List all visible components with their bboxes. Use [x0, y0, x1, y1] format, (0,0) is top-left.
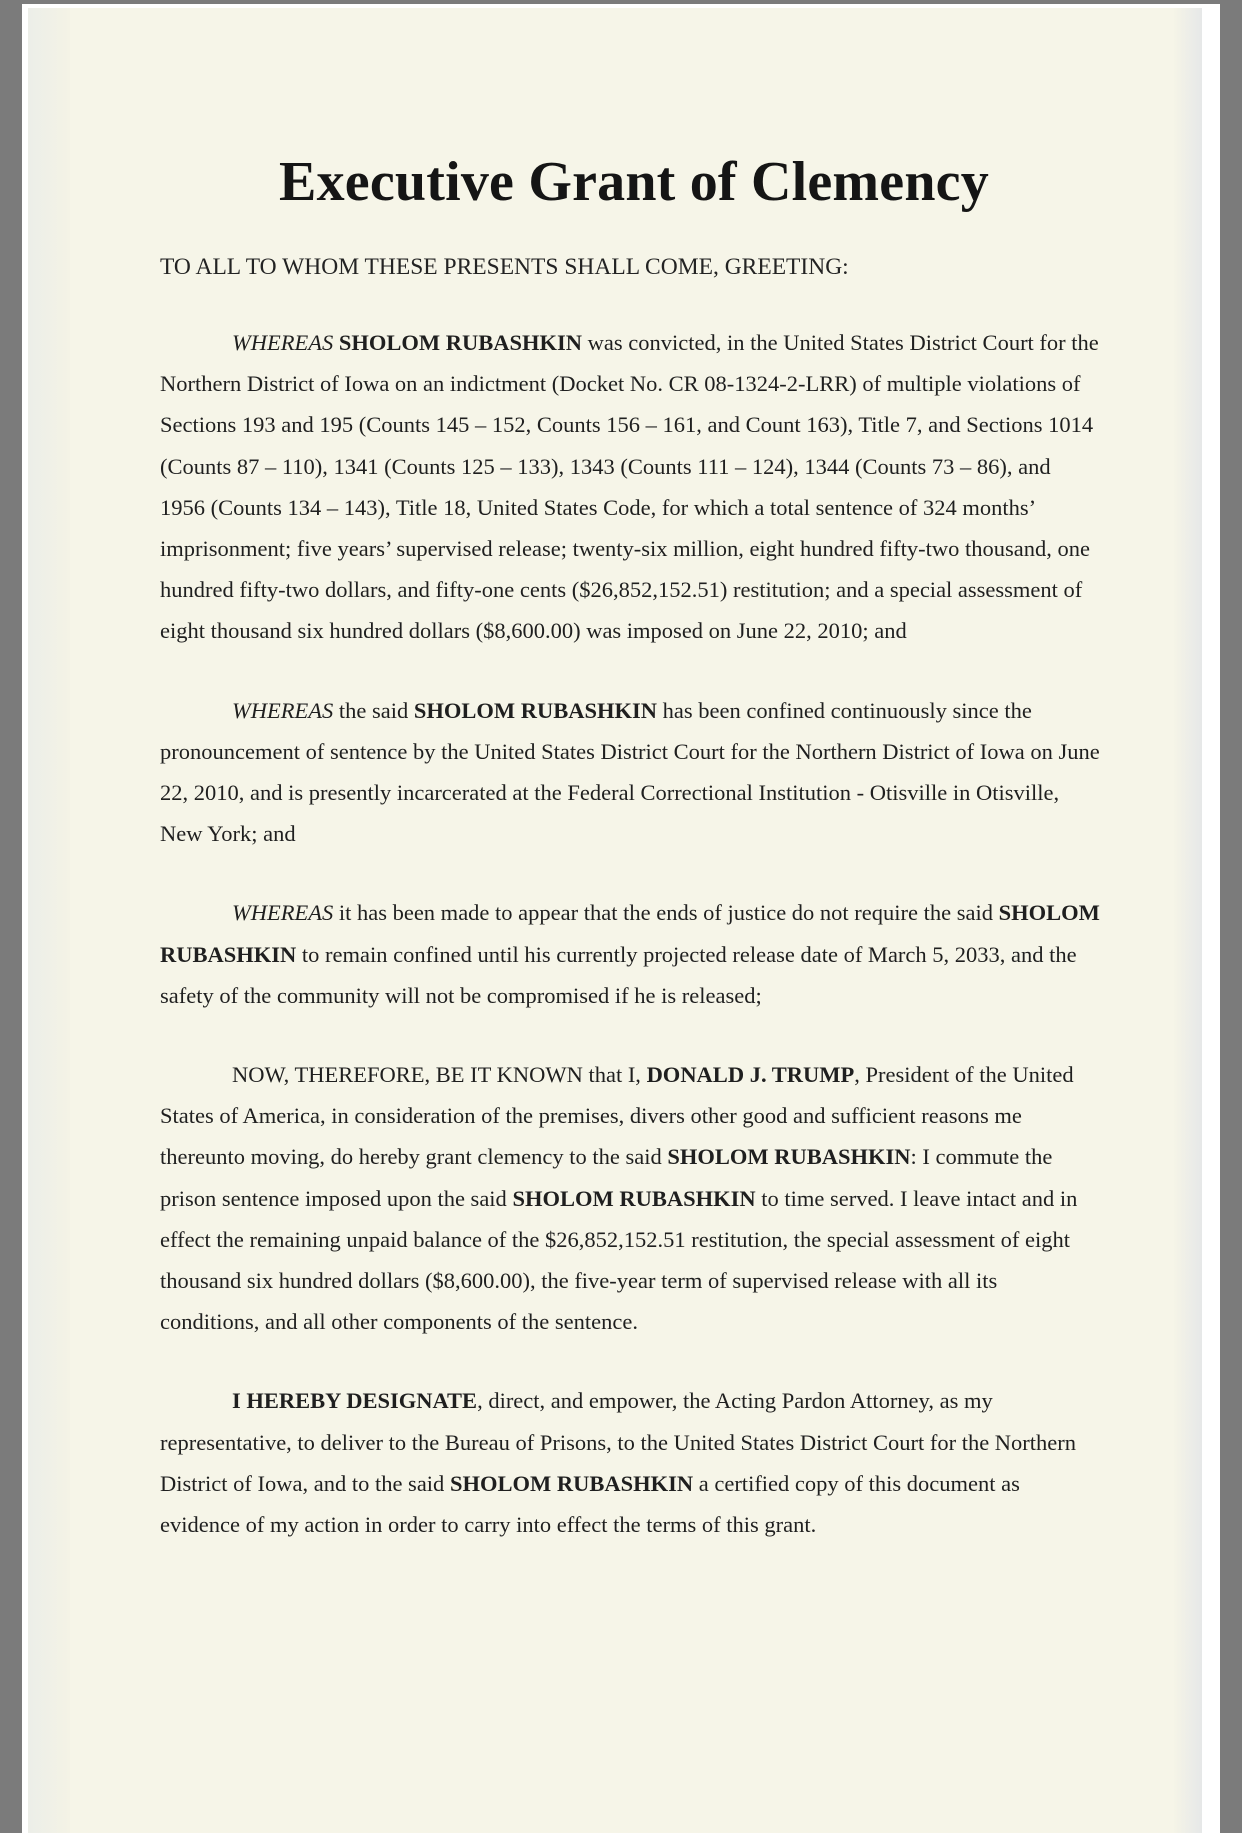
- paragraph-text: : I commute the prison sentence imposed upon the said: [160, 1144, 1053, 1211]
- paragraph-text: NOW, THEREFORE, BE IT KNOWN that I,: [232, 1062, 647, 1088]
- defendant-name: SHOLOM RUBASHKIN: [667, 1144, 911, 1170]
- paragraph-text: has been confined continuously since the pronouncement of sentence by the United States District Court for the Northern District of Iowa on June 22, 2010, and is presently incarcerated at the Federal Correctional Institution - Otisville in Otisville, New York; and: [160, 697, 1100, 847]
- paragraph-text: , President of the United States of America, in consideration of the premises, divers other good and sufficient reasons me thereunto moving, do hereby grant clemency to the said: [160, 1062, 1074, 1170]
- document-content: [160, 146, 1100, 1568]
- paragraph-text: , direct, and empower, the Acting Pardon Attorney, as my representative, to deliver to the Bureau of Prisons, to the United States District Court for the Northern District of Iowa, and to the said: [160, 1388, 1077, 1496]
- defendant-name: SHOLOM RUBASHKIN: [338, 330, 583, 355]
- greeting-line: TO ALL TO WHOM THESE PRESENTS SHALL COME, GREETING:: [160, 254, 849, 280]
- paragraph-whereas-confinement: [160, 690, 1100, 855]
- paragraph-designation: [160, 1380, 1100, 1545]
- document-title: Executive Grant of Clemency: [279, 151, 989, 213]
- whereas-lead: WHEREAS: [232, 900, 334, 926]
- page-left-edge: [28, 8, 70, 1833]
- paragraph-text: was convicted, in the United States District Court for the Northern District of Iowa on an indictment (Docket No. CR 08-1324-2-LRR) of multiple violations of Sections 193 and 195 (Counts 145 – 152, Counts 156 – 161, and Count 163), Title 7, and Sections 1014 (Counts 87 – 110), 1341 (Counts 125 – 133), 1343 (Counts 111 – 124), 1344 (Counts 73 – 86), and 1956 (Counts 134 – 143), Title 18, United States Code, for which a total sentence of 324 months’ imprisonment; five years’ supervised release; twenty-six million, eight hundred fifty-two thousand, one hundred fifty-two dollars, and fifty-one cents ($26,852,152.51) restitution; and a special assessment of eight thousand six hundred dollars ($8,600.00) was imposed on June 22, 2010; and: [160, 330, 1099, 644]
- paragraph-text: to remain confined until his currently projected release date of March 5, 2033, and the safety of the community will not be compromised if he is released;: [160, 941, 1077, 1008]
- whereas-lead: WHEREAS: [232, 330, 334, 355]
- defendant-name: SHOLOM RUBASHKIN: [512, 1185, 756, 1211]
- president-name: DONALD J. TRUMP: [646, 1062, 855, 1088]
- paragraph-whereas-conviction: [160, 322, 1100, 652]
- whereas-lead: WHEREAS: [232, 697, 334, 723]
- designation-lead: I HEREBY DESIGNATE: [232, 1388, 478, 1414]
- page-right-edge: [1174, 8, 1202, 1833]
- defendant-name: SHOLOM RUBASHKIN: [160, 900, 1100, 967]
- paragraph-grant: [160, 1054, 1100, 1342]
- defendant-name: SHOLOM RUBASHKIN: [449, 1470, 694, 1496]
- paragraph-text: the said: [333, 697, 414, 723]
- paragraph-text: a certified copy of this document as evidence of my action in order to carry into effect the terms of this grant.: [160, 1470, 1020, 1538]
- defendant-name: SHOLOM RUBASHKIN: [413, 697, 657, 723]
- paragraph-whereas-justice: [160, 892, 1100, 1016]
- paragraph-text: to time served. I leave intact and in effect the remaining unpaid balance of the $26,852,152.51 restitution, the special assessment of eight thousand six hundred dollars ($8,600.00), the five-year term of supervised release with all its conditions, and all other components of the sentence.: [160, 1185, 1078, 1335]
- document-page: [28, 8, 1202, 1833]
- paragraph-text: it has been made to appear that the ends of justice do not require the said: [333, 900, 999, 926]
